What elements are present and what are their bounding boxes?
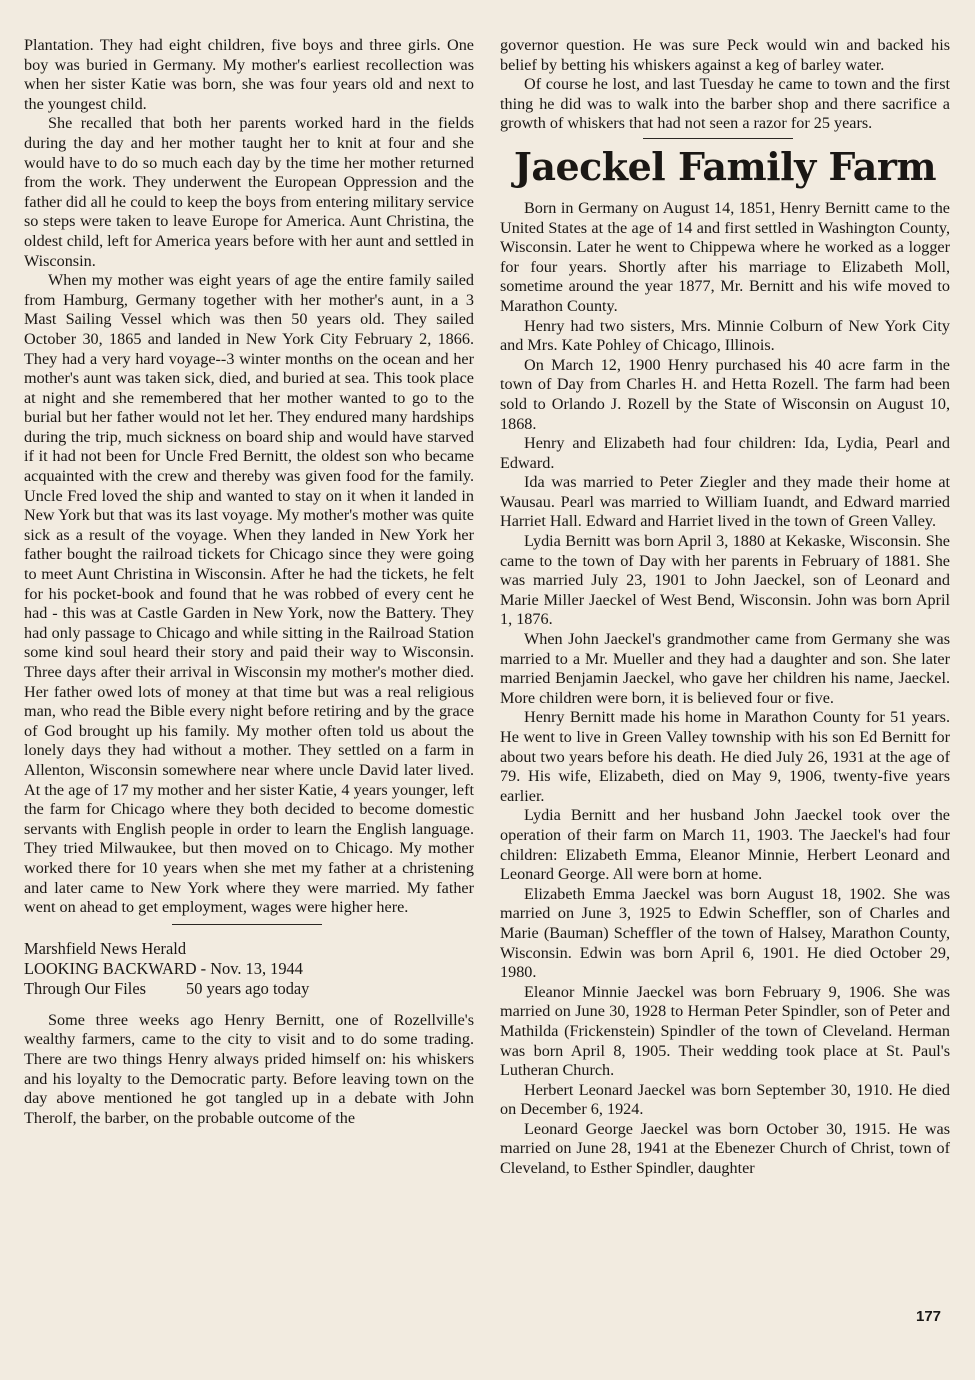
paragraph: Ida was married to Peter Ziegler and they made their home at Wausau. Pearl was married to William Iuandt, and Edward married Harriet Hall. Edward and Harriet lived in the town of Green Valley. (500, 473, 950, 531)
paragraph: When my mother was eight years of age the entire family sailed from Hamburg, Germany together with her mother's aunt, in a 3 Mast Sailing Vessel which was then 50 years old. They sailed October 30, 1865 and landed in New York City February 2, 1866. They had a very hard voyage--3 winter months on the ocean and her mother's aunt was taken sick, died, and buried at sea. This took place at night and she remembered that her mother wanted to go to the burial but her father would not let her. They endured many hardships during the trip, much sickness on board ship and would have starved if it had not been for Uncle Fred Bernitt, the oldest son who became acquainted with the crew and thereby was given food for the family. Uncle Fred loved the ship and wanted to stay on it when it landed in New York but that was its last voyage. My mother's mother was quite sick as a result of the voyage. When they landed in New York her father bought the railroad tickets for Chicago since they were going to meet Aunt Christina in Wisconsin. After he had the tickets, he felt for his pocket-book and found that he was robbed of every cent he had - this was at Castle Garden in New York, now the Battery. They had only passage to Chicago and while sitting in the Railroad Station some kind soul heard their story and paid their way to Wisconsin. Three days after their arrival in Wisconsin my mother's mother died. Her father owed lots of money at that time but was a real religious man, who read the Bible every night before retiring and by the grace of God brought up his family. My mother often told us about the lonely days they had without a mother. They settled on a farm in Allenton, Wisconsin somewhere near where uncle David later lived. At the age of 17 my mother and her sister Katie, 4 years younger, left the farm for Chicago where they both decided to become domestic servants with English people in order to learn the English language. They tried Milwaukee, but then moved on to Chicago. My mother worked there for 10 years when she met my father at a christening and later came to New York where they were married. My father went on ahead to get employment, wages were higher here. (24, 271, 474, 917)
section-divider (172, 924, 322, 925)
newspaper-source (24, 939, 474, 999)
right-column (500, 36, 950, 1179)
article-headline: Jaeckel Family Farm (513, 143, 937, 189)
paragraph: On March 12, 1900 Henry purchased his 40 acre farm in the town of Day from Charles H. and Hetta Rozell. The farm had been sold to Orlando J. Rozell by the State of Wisconsin on August 10, 1868. (500, 355, 950, 433)
left-column (24, 36, 474, 1128)
files-line (24, 979, 474, 999)
paragraph: governor question. He was sure Peck would win and backed his belief by betting his whiskers against a keg of barley water. (500, 36, 950, 74)
paragraph: Eleanor Minnie Jaeckel was born February 9, 1906. She was married on June 30, 1928 to Herman Peter Spindler, son of Peter and Mathilda (Frickenstein) Spindler of the town of Cleveland. Herman was born April 8, 1905. Their wedding took place at St. Paul's Lutheran Church. (500, 982, 950, 1080)
paragraph: Elizabeth Emma Jaeckel was born August 18, 1902. She was married on June 3, 1925 to Edwin Scheffler, son of Charles and Marie (Bauman) Scheffler of the town of Halsey, Marathon County, Wisconsin. Edwin was born April 6, 1901. He died October 29, 1980. (500, 884, 950, 982)
paragraph: Leonard George Jaeckel was born October 30, 1915. He was married on June 28, 1941 at the Ebenezer Church of Christ, town of Cleveland, to Esther Spindler, daughter (500, 1119, 950, 1178)
newspaper-name: Marshfield News Herald (24, 938, 187, 958)
paragraph: Plantation. They had eight children, five boys and three girls. One boy was buried in Germany. My mother's earliest recollection was when her sister Katie was born, she was four years old and next to the youngest child. (24, 36, 474, 113)
paragraph: Henry Bernitt made his home in Marathon County for 51 years. He went to live in Green Valley township with his son Ed Bernitt for about two years before his death. He died July 26, 1931 at the age of 79. His wife, Elizabeth, died on May 9, 1906, twenty-five years earlier. (500, 708, 950, 805)
article-paragraph: Some three weeks ago Henry Bernitt, one of Rozellville's wealthy farmers, came to the city to visit and to do some trading. There are two things Henry always prided himself on: his whiskers and his loyalty to the Democratic party. Before leaving town on the day above mentioned he got tangled up in a debate with John Therolf, the barber, on the probable outcome of the (24, 1010, 474, 1127)
paragraph: Henry and Elizabeth had four children: Ida, Lydia, Pearl and Edward. (500, 434, 950, 472)
paragraph: Of course he lost, and last Tuesday he came to town and the first thing he did was to walk into the barber shop and there sacrifice a growth of whiskers that had not seen a razor for 25 years. (500, 75, 950, 133)
column-title: LOOKING BACKWARD - Nov. 13, 1944 (24, 958, 303, 978)
years-ago: 50 years ago today (186, 978, 310, 998)
page-number: 177 (916, 1308, 942, 1325)
paragraph: Herbert Leonard Jaeckel was born September 30, 1910. He died on December 6, 1924. (500, 1080, 950, 1119)
paragraph: Lydia Bernitt was born April 3, 1880 at Kekaske, Wisconsin. She came to the town of Day with her parents in February of 1881. She was married July 23, 1901 to John Jaeckel, son of Leonard and Marie Miller Jaeckel of West Bend, Wisconsin. John was born April 1, 1876. (500, 532, 950, 629)
files-label: Through Our Files (24, 978, 147, 998)
paragraph: She recalled that both her parents worked hard in the fields during the day and her mother taught her to knit at four and she would have to do so much each day by the time her mother returned from the work. They underwent the European Oppression and the father did all he could to keep the boys from entering military service so steps were taken to leave Europe for America. Aunt Christina, the oldest child, left for America years before with her aunt and settled in Wisconsin. (24, 114, 474, 270)
paragraph: Lydia Bernitt and her husband John Jaeckel took over the operation of their farm on March 11, 1903. The Jaeckel's had four children: Elizabeth Emma, Eleanor Minnie, Herbert Leonard and Leonard George. All were born at home. (500, 806, 950, 884)
section-divider (643, 138, 793, 139)
paragraph: Henry had two sisters, Mrs. Minnie Colburn of New York City and Mrs. Kate Pohley of Chicago, Illinois. (500, 316, 950, 355)
paragraph: Born in Germany on August 14, 1851, Henry Bernitt came to the United States at the age of 14 and first settled in Washington County, Wisconsin. Later he went to Chippewa where he worked as a logger for four years. Shortly after his marriage to Elizabeth Moll, sometime around the year 1877, Mr. Bernitt and his wife moved to Marathon County. (500, 198, 950, 315)
paragraph: When John Jaeckel's grandmother came from Germany she was married to a Mr. Mueller and they had a daughter and son. She later married Benjamin Jaeckel, who gave her children his name, Jaeckel. More children were born, it is believed four or five. (500, 630, 950, 707)
